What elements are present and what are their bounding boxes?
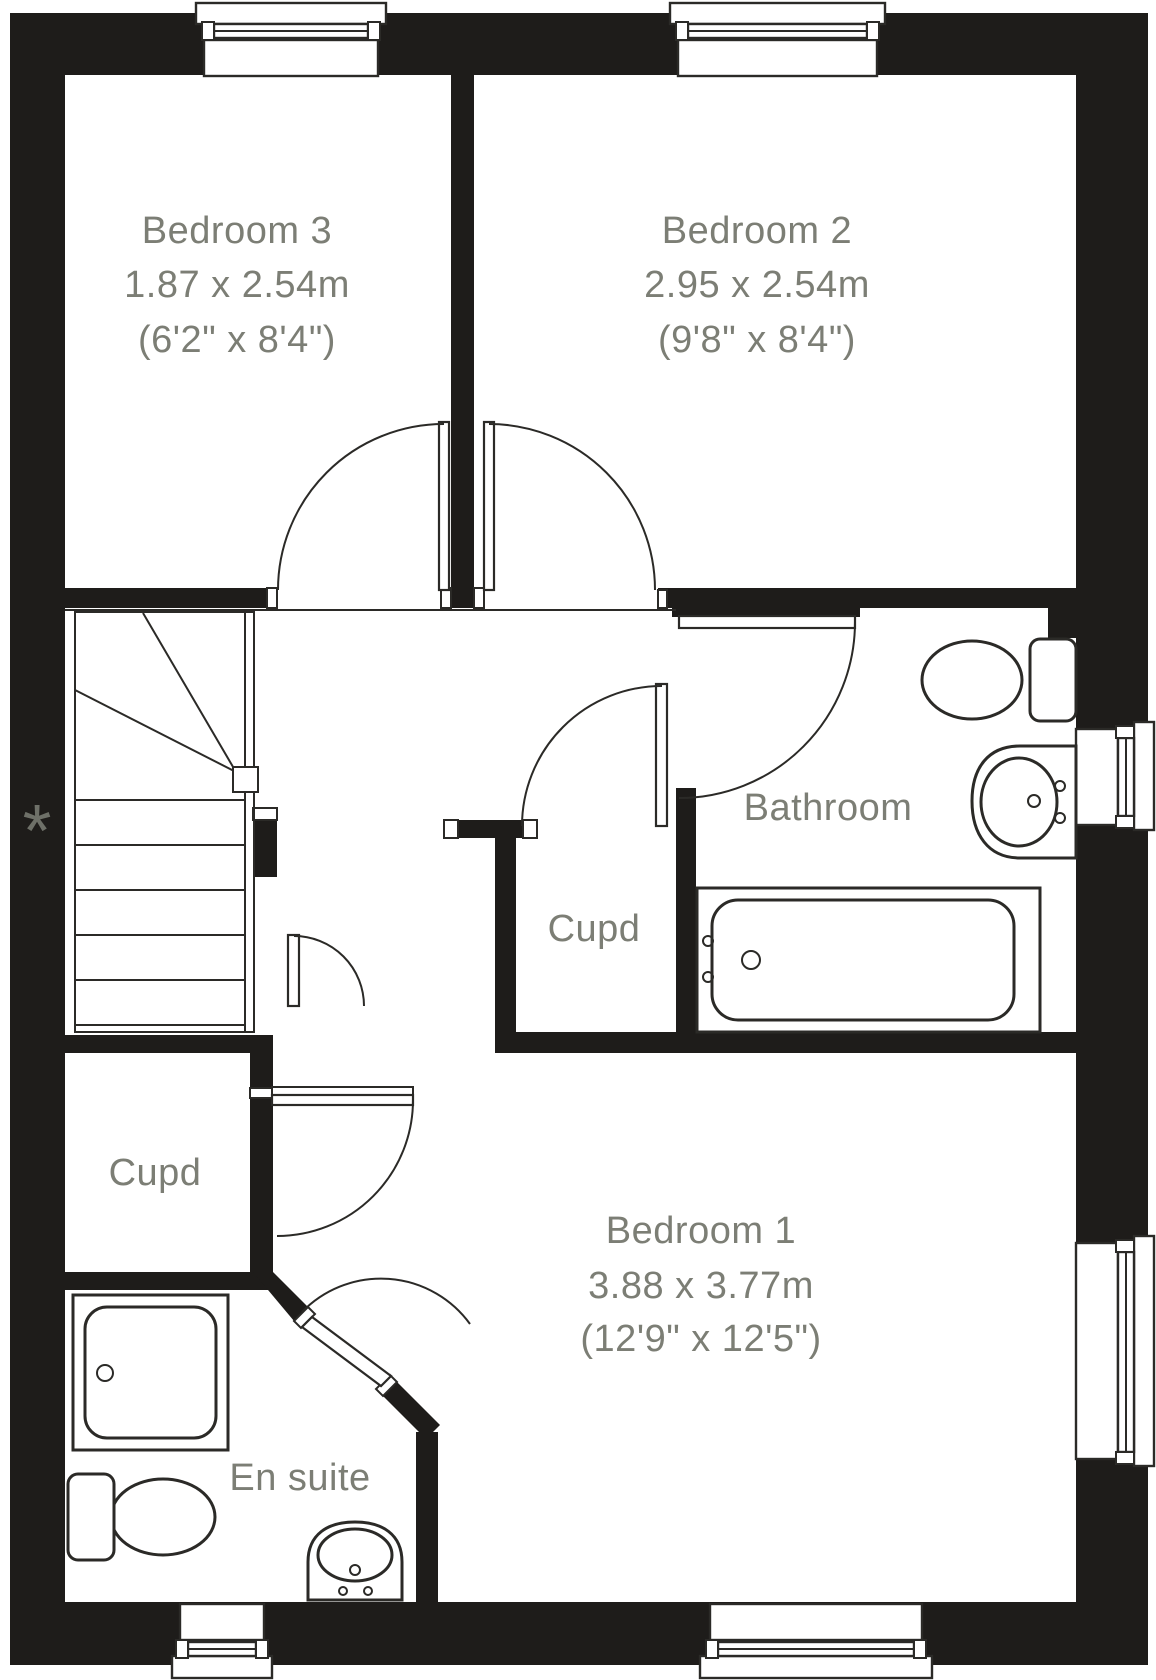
label-bathroom: Bathroom bbox=[743, 787, 913, 829]
window-ensuite bbox=[172, 1604, 272, 1678]
wall-top bbox=[10, 13, 1148, 75]
label-bedroom2-name: Bedroom 2 bbox=[661, 210, 853, 252]
wall-bedroom-divider bbox=[451, 75, 474, 608]
door-bathroom bbox=[679, 616, 855, 798]
label-bedroom2-metric: 2.95 x 2.54m bbox=[644, 264, 870, 306]
sink-bathroom bbox=[972, 746, 1076, 858]
window-bathroom bbox=[1076, 722, 1154, 830]
label-bedroom1-name: Bedroom 1 bbox=[605, 1210, 797, 1252]
bathtub bbox=[697, 888, 1040, 1032]
shower-ensuite bbox=[73, 1295, 228, 1450]
label-ensuite: En suite bbox=[229, 1457, 371, 1499]
wall-toilet-nook-stub bbox=[1048, 608, 1076, 638]
wall-bathroom-west bbox=[676, 788, 696, 1034]
door-cupboard-hall bbox=[522, 684, 667, 826]
window-bedroom2 bbox=[670, 3, 885, 76]
stair-note-asterisk: * bbox=[22, 789, 52, 872]
wall-bedroom3-south bbox=[65, 588, 267, 608]
stair-outline bbox=[75, 612, 245, 1032]
label-bedroom3-imperial: (6'2" x 8'4") bbox=[138, 319, 336, 361]
wall-stair-stub bbox=[253, 820, 277, 877]
wall-cupboard-hall-stub bbox=[458, 820, 523, 838]
wall-bathroom-south bbox=[495, 1032, 1076, 1053]
wall-ensuite-diagonal-upper bbox=[253, 1272, 308, 1321]
door-bedroom2 bbox=[484, 422, 655, 590]
wall-ensuite-east bbox=[416, 1432, 438, 1604]
door-bedroom1 bbox=[272, 1087, 413, 1236]
wall-bedroom2-south bbox=[658, 588, 1076, 608]
wall-hall-west bbox=[250, 1035, 273, 1290]
door-bedroom3 bbox=[278, 422, 449, 590]
label-bedroom1-metric: 3.88 x 3.77m bbox=[588, 1265, 814, 1307]
bathroom-fixtures bbox=[697, 639, 1076, 1032]
label-bedroom3-metric: 1.87 x 2.54m bbox=[124, 264, 350, 306]
label-cupboard-landing: Cupd bbox=[108, 1152, 202, 1194]
door-ensuite bbox=[302, 1279, 470, 1386]
window-bedroom1-east bbox=[1076, 1236, 1154, 1466]
wall-cupboard-hall-west bbox=[495, 838, 516, 1034]
stair-handrail bbox=[245, 612, 254, 1032]
wall-cupboard-landing-south bbox=[65, 1272, 273, 1290]
window-bedroom3 bbox=[196, 3, 386, 76]
toilet-bathroom bbox=[922, 639, 1076, 721]
ensuite-fixtures bbox=[68, 1295, 402, 1600]
toilet-ensuite bbox=[68, 1474, 215, 1560]
label-cupboard-hall: Cupd bbox=[547, 908, 641, 950]
staircase bbox=[75, 612, 258, 1032]
label-bedroom1-imperial: (12'9" x 12'5") bbox=[580, 1318, 822, 1360]
label-bedroom2-imperial: (9'8" x 8'4") bbox=[658, 319, 856, 361]
sink-ensuite bbox=[308, 1522, 402, 1600]
door-stairs bbox=[288, 935, 364, 1006]
wall-cupboard-landing-north bbox=[65, 1035, 250, 1053]
stair-newel-post bbox=[233, 767, 258, 792]
label-bedroom3-name: Bedroom 3 bbox=[141, 210, 333, 252]
window-bedroom1-south bbox=[700, 1604, 932, 1678]
wall-ensuite-diagonal-lower bbox=[383, 1382, 440, 1439]
